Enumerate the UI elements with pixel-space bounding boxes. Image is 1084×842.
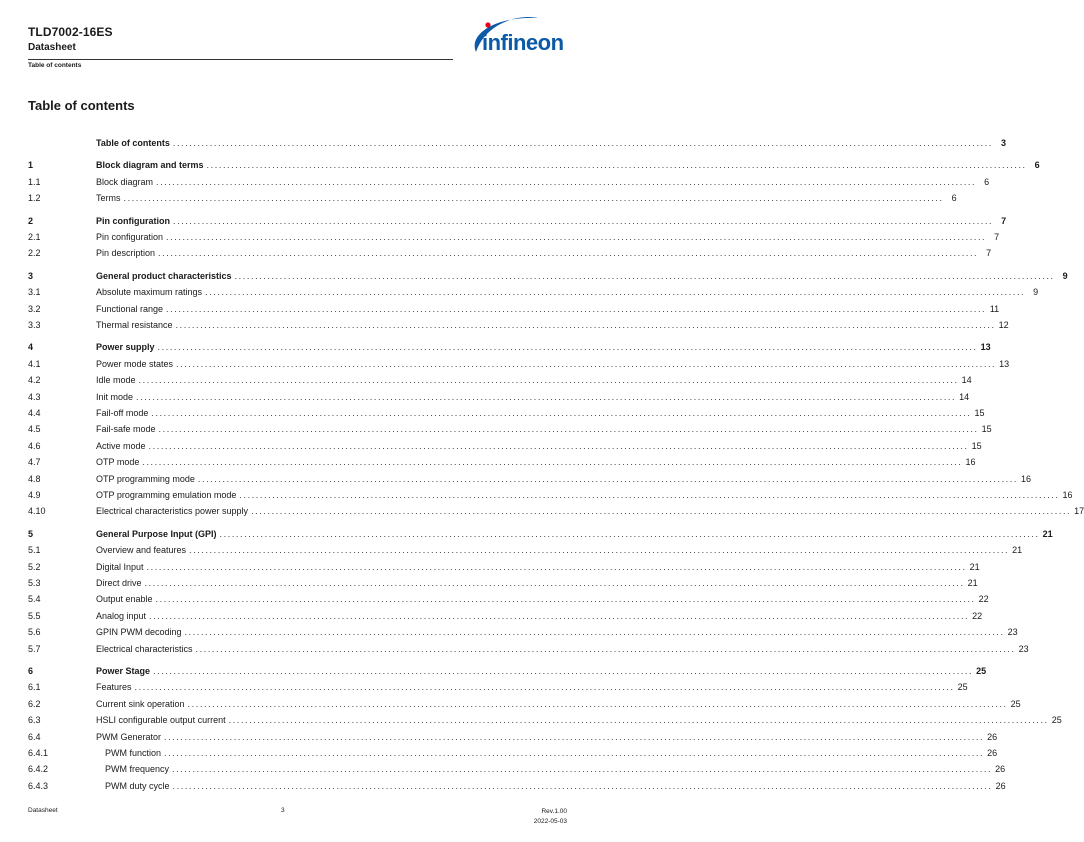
- toc-entry-number: 3: [28, 270, 34, 281]
- toc-entry-title: HSLI configurable output current: [96, 715, 226, 726]
- toc-entry[interactable]: [28, 641, 1029, 657]
- toc-entry[interactable]: [28, 663, 987, 679]
- toc-entry-title: Power mode states: [96, 358, 174, 369]
- toc-dot-leader: ........................................................................................................................................................................................................: [206, 160, 1027, 171]
- toc-entry-title: Current sink operation: [96, 698, 185, 709]
- toc-entry-page: 25: [957, 682, 968, 693]
- toc-entry[interactable]: [28, 559, 980, 575]
- footer-date: 2022-05-03: [533, 818, 567, 825]
- toc-entry-title: Direct drive: [96, 578, 142, 588]
- toc-entry-number: 5.1: [28, 545, 41, 556]
- toc-entry[interactable]: [28, 624, 1018, 640]
- toc-entry-title: General Purpose Input (GPI): [96, 528, 217, 539]
- toc-entry[interactable]: [28, 591, 989, 607]
- toc-entry[interactable]: [28, 339, 991, 355]
- toc-entry-title: Block diagram: [96, 176, 154, 187]
- toc-dot-leader: ........................................................................................................................................................................................................: [197, 473, 1018, 484]
- toc-dot-leader: ........................................................................................................................................................................................................: [172, 780, 993, 791]
- toc-dot-leader: ........................................................................................................................................................................................................: [153, 666, 974, 676]
- toc-entry[interactable]: [28, 745, 998, 761]
- toc-entry-page: 13: [980, 342, 991, 353]
- toc-entry-title: Pin configuration: [96, 215, 170, 226]
- toc-entry[interactable]: [28, 487, 1073, 503]
- toc-dot-leader: ........................................................................................................................................................................................................: [195, 643, 1016, 654]
- toc-entry[interactable]: [28, 157, 1040, 173]
- toc-entry-number: 3.1: [28, 287, 41, 298]
- toc-entry-title: OTP programming mode: [96, 473, 195, 484]
- logo-text: infineon: [482, 30, 564, 55]
- toc-entry[interactable]: [28, 575, 978, 591]
- toc-entry[interactable]: [28, 405, 985, 421]
- toc-dot-leader: ........................................................................................................................................................................................................: [142, 457, 963, 468]
- toc-entry[interactable]: [28, 438, 982, 454]
- toc-entry-page: 6: [1034, 160, 1040, 171]
- toc-dot-leader: ........................................................................................................................................................................................................: [166, 303, 987, 314]
- toc-dot-leader: ........................................................................................................................................................................................................: [189, 545, 1010, 556]
- toc-entry-title: Analog input: [96, 610, 147, 621]
- toc-entry-title: Idle mode: [96, 375, 136, 386]
- toc-entry-title: Fail-off mode: [96, 408, 149, 418]
- toc-entry-number: 2.2: [28, 248, 41, 259]
- toc-entry-page: 21: [967, 578, 978, 588]
- header-section-label: Table of contents: [28, 62, 82, 69]
- toc-entry-page: 26: [987, 731, 998, 742]
- toc-dot-leader: ........................................................................................................................................................................................................: [228, 715, 1049, 726]
- toc-entry-page: 26: [987, 748, 998, 758]
- toc-entry-number: 5.5: [28, 610, 41, 621]
- toc-dot-leader: ........................................................................................................................................................................................................: [155, 594, 976, 605]
- toc-entry-page: 3: [1000, 138, 1006, 148]
- toc-entry-title: PWM frequency: [105, 764, 170, 775]
- toc-entry[interactable]: [28, 245, 992, 261]
- toc-entry-page: 16: [1020, 473, 1031, 484]
- toc-entry-title: PWM Generator: [96, 731, 162, 742]
- toc-entry[interactable]: [28, 471, 1031, 487]
- toc-entry-title: Digital Input: [96, 561, 144, 572]
- toc-entry-number: 4.4: [28, 408, 41, 418]
- toc-entry-page: 9: [1033, 287, 1039, 298]
- header-subtitle: Datasheet: [28, 42, 76, 53]
- toc-dot-leader: ........................................................................................................................................................................................................: [176, 358, 997, 369]
- toc-entry-number: 6.4.2: [28, 764, 49, 775]
- toc-entry[interactable]: [28, 356, 1010, 372]
- toc-dot-leader: ........................................................................................................................................................................................................: [251, 506, 1072, 517]
- toc-entry-number: 4.2: [28, 375, 41, 386]
- toc-entry-number: 6.1: [28, 682, 41, 693]
- toc-dot-leader: ........................................................................................................................................................................................................: [166, 232, 987, 242]
- toc-entry-number: 5.4: [28, 594, 41, 605]
- toc-entry[interactable]: [28, 696, 1021, 712]
- toc-entry-page: 15: [971, 440, 982, 451]
- toc-entry-title: Pin description: [96, 248, 156, 259]
- footer-revision: Rev.1.00: [541, 808, 567, 815]
- toc-entry[interactable]: [28, 190, 957, 206]
- toc-dot-leader: ........................................................................................................................................................................................................: [172, 138, 993, 148]
- toc-entry-number: 1.2: [28, 193, 41, 204]
- toc-entry-number: 2.1: [28, 232, 41, 242]
- toc-dot-leader: ........................................................................................................................................................................................................: [144, 578, 965, 588]
- toc-entry[interactable]: [28, 284, 1039, 300]
- toc-entry[interactable]: [28, 542, 1023, 558]
- toc-entry-page: 23: [1018, 643, 1029, 654]
- toc-entry-number: 5.7: [28, 643, 41, 654]
- toc-entry-page: 22: [972, 610, 983, 621]
- toc-entry[interactable]: [28, 268, 1068, 284]
- toc-entry-page: 16: [1062, 490, 1073, 500]
- toc-entry-title: OTP mode: [96, 457, 140, 468]
- toc-dot-leader: ........................................................................................................................................................................................................: [164, 748, 985, 758]
- toc-entry-title: General product characteristics: [96, 270, 232, 281]
- toc-entry-page: 11: [989, 303, 1000, 314]
- toc-entry[interactable]: [28, 389, 970, 405]
- toc-entry-number: 4.6: [28, 440, 41, 451]
- toc-entry-number: 3.2: [28, 303, 41, 314]
- toc-dot-leader: ........................................................................................................................................................................................................: [234, 270, 1055, 281]
- toc-entry-title: Absolute maximum ratings: [96, 287, 203, 298]
- toc-dot-leader: ........................................................................................................................................................................................................: [146, 561, 967, 572]
- toc-entry-page: 15: [981, 424, 992, 435]
- toc-entry[interactable]: [28, 679, 968, 695]
- toc-entry-title: Power supply: [96, 342, 155, 353]
- toc-dot-leader: ........................................................................................................................................................................................................: [184, 627, 1005, 638]
- toc-entry[interactable]: [28, 135, 1006, 151]
- toc-entry-title: PWM function: [105, 748, 162, 758]
- toc-entry-title: Thermal resistance: [96, 320, 173, 330]
- toc-entry-page: 7: [986, 248, 992, 259]
- toc-entry-page: 14: [959, 391, 970, 402]
- header-title: TLD7002-16ES: [28, 25, 113, 39]
- toc-dot-leader: ........................................................................................................................................................................................................: [175, 320, 996, 330]
- page-heading: Table of contents: [28, 98, 135, 113]
- toc-entry-number: 4.10: [28, 506, 46, 517]
- toc-entry[interactable]: [28, 729, 998, 745]
- toc-entry[interactable]: [28, 229, 1000, 245]
- toc-entry-page: 25: [1010, 698, 1021, 709]
- toc-entry-title: Overview and features: [96, 545, 187, 556]
- toc-entry-number: 2: [28, 215, 34, 226]
- toc-entry-number: 4.5: [28, 424, 41, 435]
- toc-entry[interactable]: [28, 503, 1084, 519]
- toc-dot-leader: ........................................................................................................................................................................................................: [136, 391, 957, 402]
- toc-dot-leader: ........................................................................................................................................................................................................: [187, 698, 1008, 709]
- toc-entry-number: 6.3: [28, 715, 41, 726]
- toc-entry-number: 1: [28, 160, 34, 171]
- toc-entry-number: 6.4: [28, 731, 41, 742]
- toc-entry[interactable]: [28, 372, 972, 388]
- toc-entry-number: 4.3: [28, 391, 41, 402]
- toc-entry-page: 14: [961, 375, 972, 386]
- toc-entry-page: 16: [965, 457, 976, 468]
- toc-entry-page: 21: [969, 561, 980, 572]
- toc-dot-leader: ........................................................................................................................................................................................................: [134, 682, 955, 693]
- toc-dot-leader: ........................................................................................................................................................................................................: [148, 440, 969, 451]
- toc-entry-page: 7: [1001, 215, 1007, 226]
- toc-entry-title: Init mode: [96, 391, 134, 402]
- toc-entry-page: 6: [984, 176, 990, 187]
- toc-entry-number: 4.7: [28, 457, 41, 468]
- toc-entry-page: 26: [995, 764, 1006, 775]
- logo-dot: [485, 22, 490, 27]
- toc-entry-number: 3.3: [28, 320, 41, 330]
- toc-entry-number: 5: [28, 528, 34, 539]
- header-rule: [28, 59, 453, 60]
- toc-entry-title: Active mode: [96, 440, 146, 451]
- toc-entry-title: Output enable: [96, 594, 153, 605]
- toc-entry[interactable]: [28, 454, 976, 470]
- toc-entry-page: 6: [951, 193, 957, 204]
- toc-entry-page: 9: [1062, 270, 1068, 281]
- toc-entry-page: 22: [978, 594, 989, 605]
- toc-entry-page: 23: [1007, 627, 1018, 638]
- toc-entry-page: 21: [1012, 545, 1023, 556]
- toc-dot-leader: ........................................................................................................................................................................................................: [239, 490, 1060, 500]
- toc-entry-title: Pin configuration: [96, 232, 164, 242]
- toc-entry-page: 17: [1074, 506, 1084, 517]
- toc-entry-page: 25: [1051, 715, 1062, 726]
- toc-entry-title: GPIN PWM decoding: [96, 627, 182, 638]
- toc-entry[interactable]: [28, 174, 990, 190]
- toc-entry-title: OTP programming emulation mode: [96, 490, 237, 500]
- infineon-logo: [466, 12, 590, 62]
- toc-dot-leader: ........................................................................................................................................................................................................: [219, 528, 1040, 539]
- toc-entry-number: 4.9: [28, 490, 41, 500]
- toc-entry-number: 5.3: [28, 578, 41, 588]
- toc-entry[interactable]: [28, 526, 1053, 542]
- toc-entry-title: Block diagram and terms: [96, 160, 204, 171]
- toc-dot-leader: ........................................................................................................................................................................................................: [205, 287, 1026, 298]
- toc-entry-number: 4.8: [28, 473, 41, 484]
- toc-dot-leader: ........................................................................................................................................................................................................: [123, 193, 944, 204]
- toc-dot-leader: ........................................................................................................................................................................................................: [156, 176, 977, 187]
- toc-entry-title: Functional range: [96, 303, 164, 314]
- toc-entry-page: 15: [974, 408, 985, 418]
- toc-entry[interactable]: [28, 608, 983, 624]
- toc-dot-leader: ........................................................................................................................................................................................................: [149, 610, 970, 621]
- toc-dot-leader: ........................................................................................................................................................................................................: [164, 731, 985, 742]
- toc-dot-leader: ........................................................................................................................................................................................................: [138, 375, 959, 386]
- toc-entry[interactable]: [28, 317, 1009, 333]
- toc-entry-page: 13: [999, 358, 1010, 369]
- toc-entry-number: 5.6: [28, 627, 41, 638]
- toc-entry-title: Terms: [96, 193, 121, 204]
- toc-entry[interactable]: [28, 761, 1006, 777]
- toc-entry-page: 26: [995, 780, 1006, 791]
- footer-doc-type: Datasheet: [28, 807, 58, 814]
- toc-entry-page: 21: [1042, 528, 1053, 539]
- toc-entry-number: 6.4.3: [28, 780, 49, 791]
- toc-dot-leader: ........................................................................................................................................................................................................: [172, 764, 993, 775]
- toc-entry-title: Electrical characteristics: [96, 643, 193, 654]
- toc-dot-leader: ........................................................................................................................................................................................................: [158, 424, 979, 435]
- toc-entry-number: 6.2: [28, 698, 41, 709]
- toc-entry-number: 6: [28, 666, 34, 676]
- toc-dot-leader: ........................................................................................................................................................................................................: [157, 342, 978, 353]
- toc-entry-page: 12: [998, 320, 1009, 330]
- toc-entry[interactable]: [28, 421, 992, 437]
- toc-dot-leader: ........................................................................................................................................................................................................: [151, 408, 972, 418]
- toc-entry-number: 4: [28, 342, 34, 353]
- toc-dot-leader: ........................................................................................................................................................................................................: [173, 215, 994, 226]
- toc-entry-title: Power Stage: [96, 666, 151, 676]
- toc-entry[interactable]: [28, 712, 1062, 728]
- toc-entry-page: 7: [994, 232, 1000, 242]
- toc-entry[interactable]: [28, 778, 1006, 794]
- toc-entry-number: 1.1: [28, 176, 41, 187]
- toc-entry-title: Electrical characteristics power supply: [96, 506, 249, 517]
- footer-page-number: 3: [281, 807, 285, 814]
- footer-revision-block: [534, 807, 567, 827]
- toc-entry-title: Table of contents: [96, 138, 170, 148]
- toc-entry[interactable]: [28, 301, 1000, 317]
- toc-entry-number: 6.4.1: [28, 748, 49, 758]
- toc-entry-number: 5.2: [28, 561, 41, 572]
- toc-entry-title: Features: [96, 682, 132, 693]
- toc-entry-page: 25: [976, 666, 987, 676]
- toc-entry-title: PWM duty cycle: [105, 780, 170, 791]
- toc-entry-number: 4.1: [28, 358, 41, 369]
- toc-dot-leader: ........................................................................................................................................................................................................: [158, 248, 979, 259]
- toc-entry[interactable]: [28, 213, 1007, 229]
- toc-entry-title: Fail-safe mode: [96, 424, 156, 435]
